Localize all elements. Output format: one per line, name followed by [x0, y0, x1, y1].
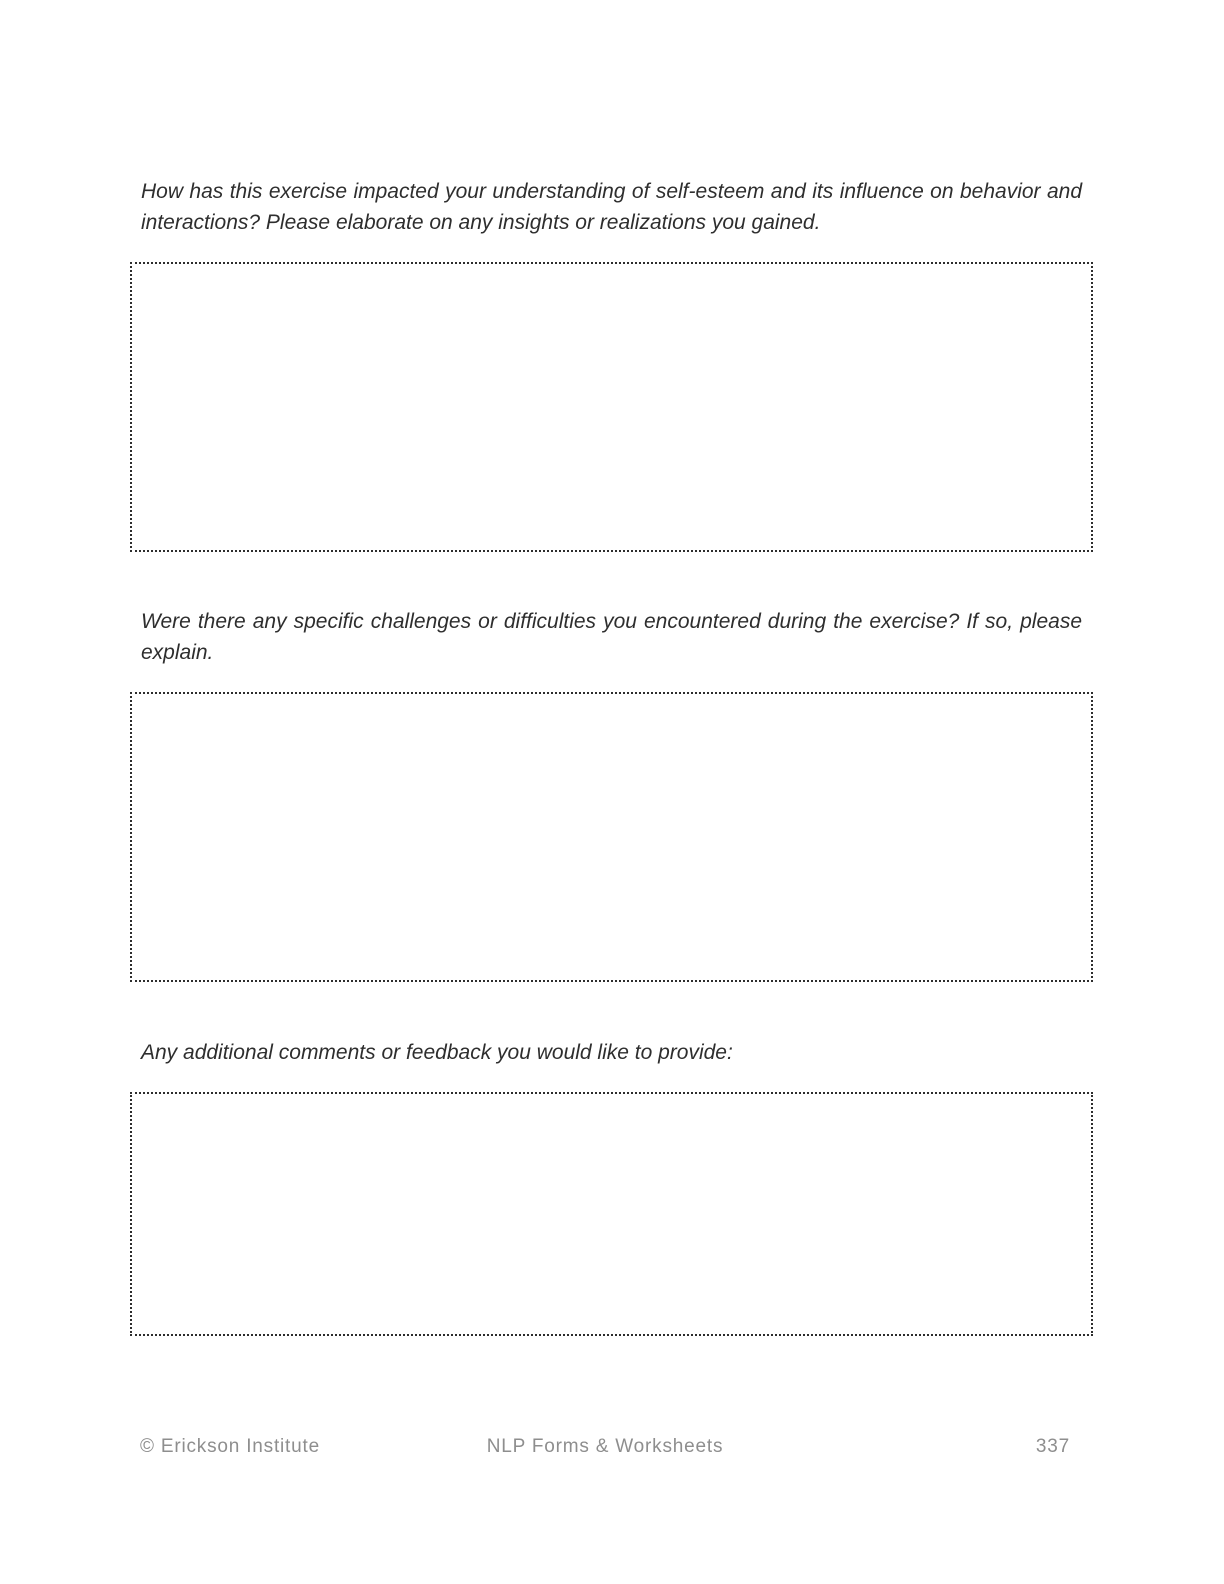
page-content: [130, 0, 1093, 1336]
footer-page-number: 337: [1035, 1436, 1070, 1457]
question-section-1: [130, 176, 1093, 552]
page-footer: [140, 1436, 1070, 1458]
question-section-2: [130, 606, 1093, 982]
question-1-label: How has this exercise impacted your understanding of self-esteem and its influence on behavior and interactions? Please elaborate on any insights or realizations you gained.: [141, 180, 1082, 234]
question-3-label: Any additional comments or feedback you would like to provide:: [141, 1041, 733, 1064]
answer-box-1[interactable]: [130, 262, 1093, 552]
question-section-3: [130, 1037, 1093, 1336]
footer-title: NLP Forms & Worksheets: [486, 1436, 724, 1457]
footer-copyright: © Erickson Institute: [140, 1436, 320, 1457]
question-2-label: Were there any specific challenges or difficulties you encountered during the exercise? If so, please explain.: [141, 610, 1082, 664]
answer-box-3[interactable]: [130, 1092, 1093, 1336]
answer-box-2[interactable]: [130, 692, 1093, 982]
